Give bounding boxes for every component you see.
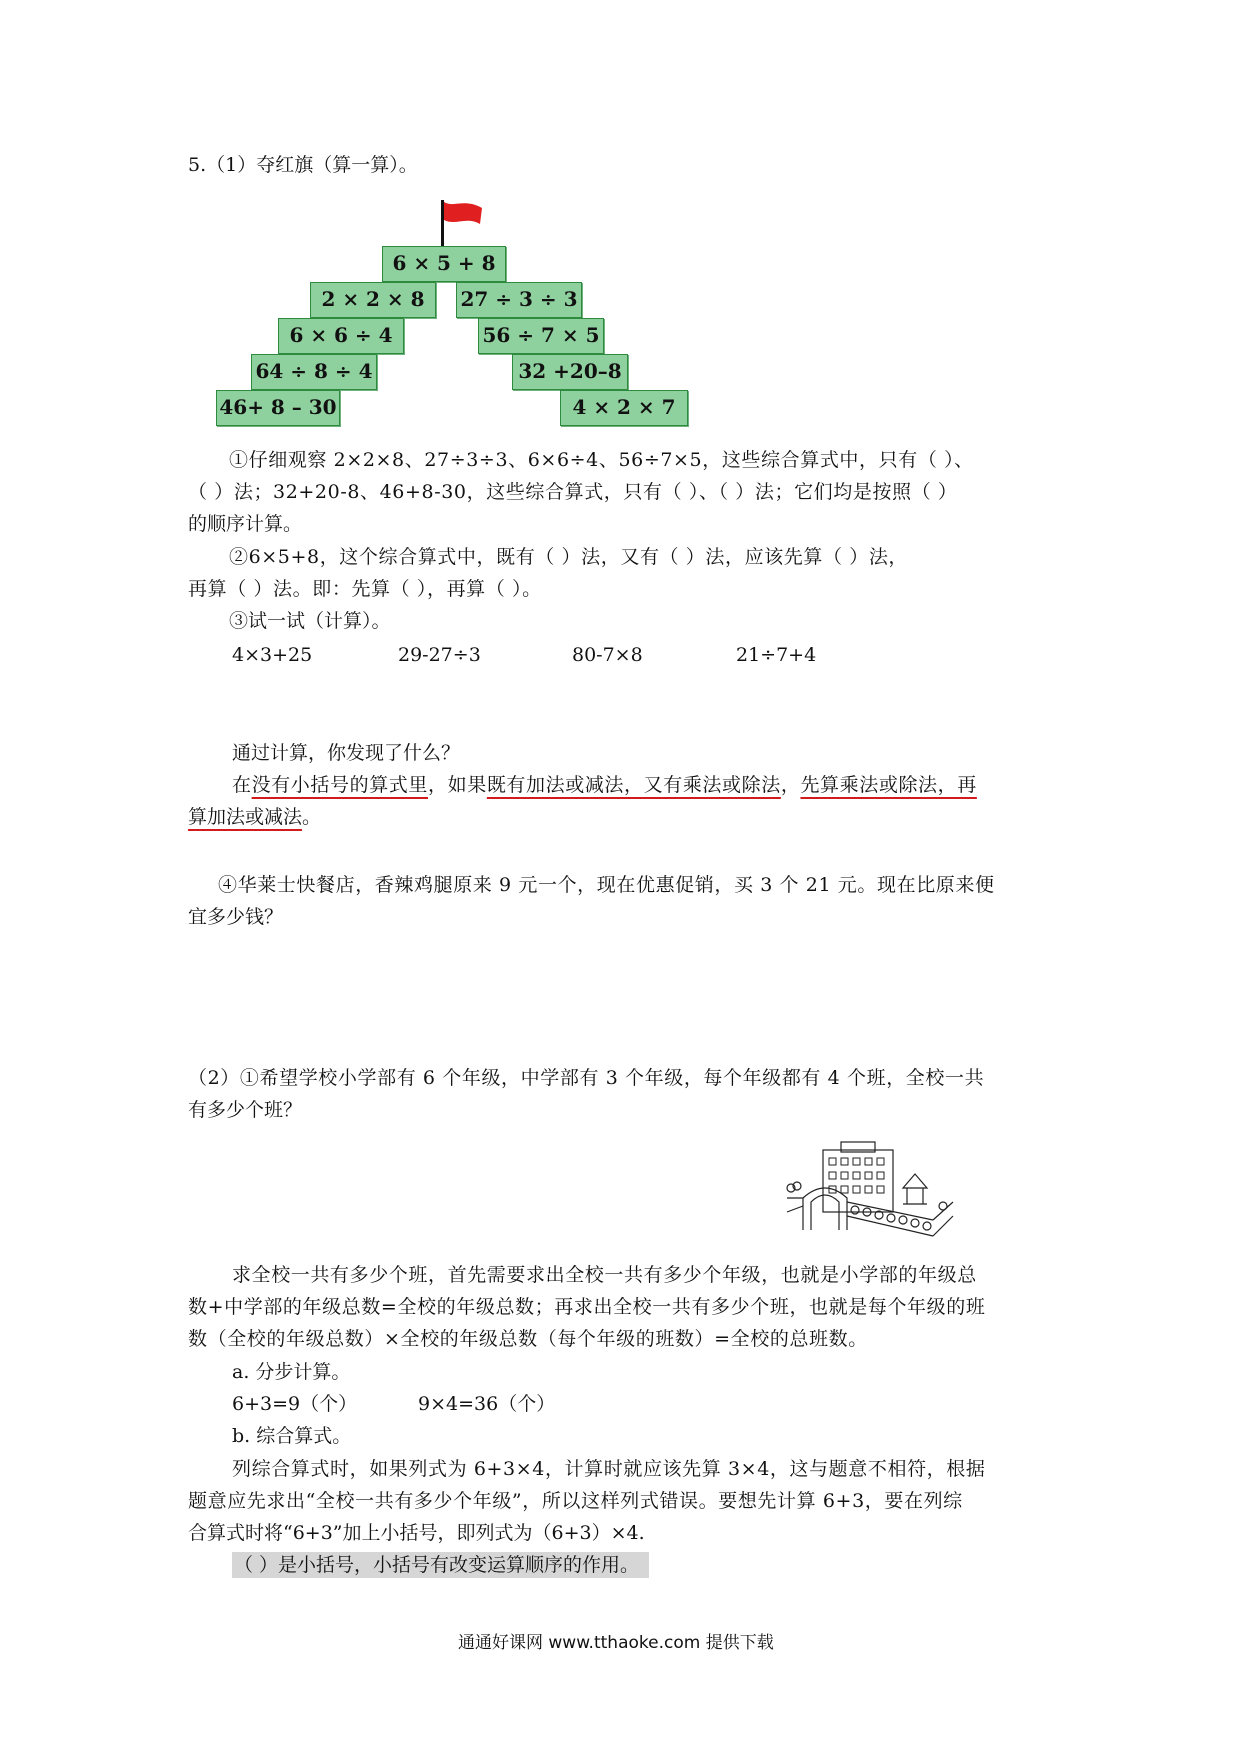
answer-text: ，如果 bbox=[428, 774, 487, 796]
pyramid-left-box-1: 2 × 2 × 8 bbox=[310, 282, 436, 318]
answer-text: 在 bbox=[232, 774, 252, 796]
underlined-phrase-2: 既有加法或减法，又有乘法或除法 bbox=[486, 774, 781, 796]
explain-line-1: 求全校一共有多少个班，首先需要求出全校一共有多少个年级，也就是小学部的年级总 bbox=[232, 1264, 977, 1286]
section-heading: 5.（1）夺红旗（算一算）。 bbox=[188, 154, 418, 176]
q1-line-1: ①仔细观察 2×2×8、27÷3÷3、6×6÷4、56÷7×5，这些综合算式中，只有（ ）、 bbox=[229, 449, 974, 471]
school-illustration bbox=[783, 1140, 955, 1250]
highlighted-note bbox=[232, 1550, 649, 1580]
q3-expr-3: 80-7×8 bbox=[572, 644, 643, 666]
explain-line-4: 列综合算式时，如果列式为 6+3×4，计算时就应该先算 3×4，这与题意不相符，根据 bbox=[232, 1458, 986, 1480]
pyramid-right-box-4: 4 × 2 × 7 bbox=[560, 390, 688, 426]
pyramid-left-box-2: 6 × 6 ÷ 4 bbox=[278, 318, 404, 354]
red-flag-icon bbox=[444, 202, 484, 228]
pyramid-left-box-3: 64 ÷ 8 ÷ 4 bbox=[251, 354, 377, 390]
discover-question: 通过计算，你发现了什么？ bbox=[232, 742, 461, 764]
q2-line-1: ②6×5+8，这个综合算式中，既有（ ）法，又有（ ）法，应该先算（ ）法， bbox=[229, 546, 909, 568]
part2-line-1: （2）①希望学校小学部有 6 个年级，中学部有 3 个年级，每个年级都有 4 个班，全校一共 bbox=[188, 1067, 985, 1089]
explain-line-3: 数（全校的年级总数）×全校的年级总数（每个年级的班数）=全校的总班数。 bbox=[188, 1328, 868, 1350]
underlined-phrase-1: 没有小括号的算式里 bbox=[251, 774, 429, 796]
footer-source: 通通好课网 www.tthaoke.com 提供下载 bbox=[458, 1633, 774, 1653]
discover-answer-line-2 bbox=[188, 802, 321, 832]
q3-expr-4: 21÷7+4 bbox=[736, 644, 817, 666]
q2-line-2: 再算（ ）法。即：先算（ ），再算（ ）。 bbox=[188, 578, 542, 600]
q3-expr-2: 29-27÷3 bbox=[398, 644, 481, 666]
pyramid-left-box-4: 46+ 8 – 30 bbox=[216, 390, 340, 426]
q1-line-3: 的顺序计算。 bbox=[188, 513, 303, 535]
step-a-label: a. 分步计算。 bbox=[232, 1361, 351, 1383]
underlined-phrase-4: 算加法或减法 bbox=[188, 806, 303, 828]
q4-line-1: ④华莱士快餐店，香辣鸡腿原来 9 元一个，现在优惠促销，买 3 个 21 元。现在比原来便 bbox=[218, 874, 995, 896]
calc-step-2: 9×4=36（个） bbox=[418, 1393, 556, 1415]
pyramid-right-box-1: 27 ÷ 3 ÷ 3 bbox=[456, 282, 582, 318]
discover-answer-line-1 bbox=[232, 770, 1062, 800]
pyramid-right-box-3: 32 +20–8 bbox=[512, 354, 628, 390]
explain-line-5: 题意应先求出“全校一共有多少个年级”，所以这样列式错误。要想先计算 6+3，要在列综 bbox=[188, 1490, 963, 1512]
underlined-phrase-3: 先算乘法或除法，再 bbox=[800, 774, 977, 796]
pyramid-right-box-2: 56 ÷ 7 × 5 bbox=[478, 318, 604, 354]
explain-line-6: 合算式时将“6+3”加上小括号，即列式为（6+3）×4. bbox=[188, 1522, 645, 1544]
q4-line-2: 宜多少钱？ bbox=[188, 906, 284, 928]
part2-line-2: 有多少个班？ bbox=[188, 1099, 303, 1121]
q3-expr-1: 4×3+25 bbox=[232, 644, 313, 666]
explain-line-2: 数+中学部的年级总数=全校的年级总数；再求出全校一共有多少个班，也就是每个年级的班 bbox=[188, 1296, 986, 1318]
step-b-label: b. 综合算式。 bbox=[232, 1425, 352, 1447]
q3-title: ③试一试（计算）。 bbox=[229, 610, 391, 632]
calc-step-1: 6+3=9（个） bbox=[232, 1393, 358, 1415]
answer-text: ， bbox=[780, 774, 801, 796]
q1-line-2: （ ）法；32+20-8、46+8-30，这些综合算式，只有（ ）、（ ）法；它们均是按照（ ） bbox=[188, 481, 958, 503]
highlight-text: （ ）是小括号，小括号有改变运算顺序的作用。 bbox=[232, 1552, 649, 1578]
answer-text: 。 bbox=[302, 806, 322, 828]
pyramid-top-box: 6 × 5 + 8 bbox=[382, 246, 506, 282]
